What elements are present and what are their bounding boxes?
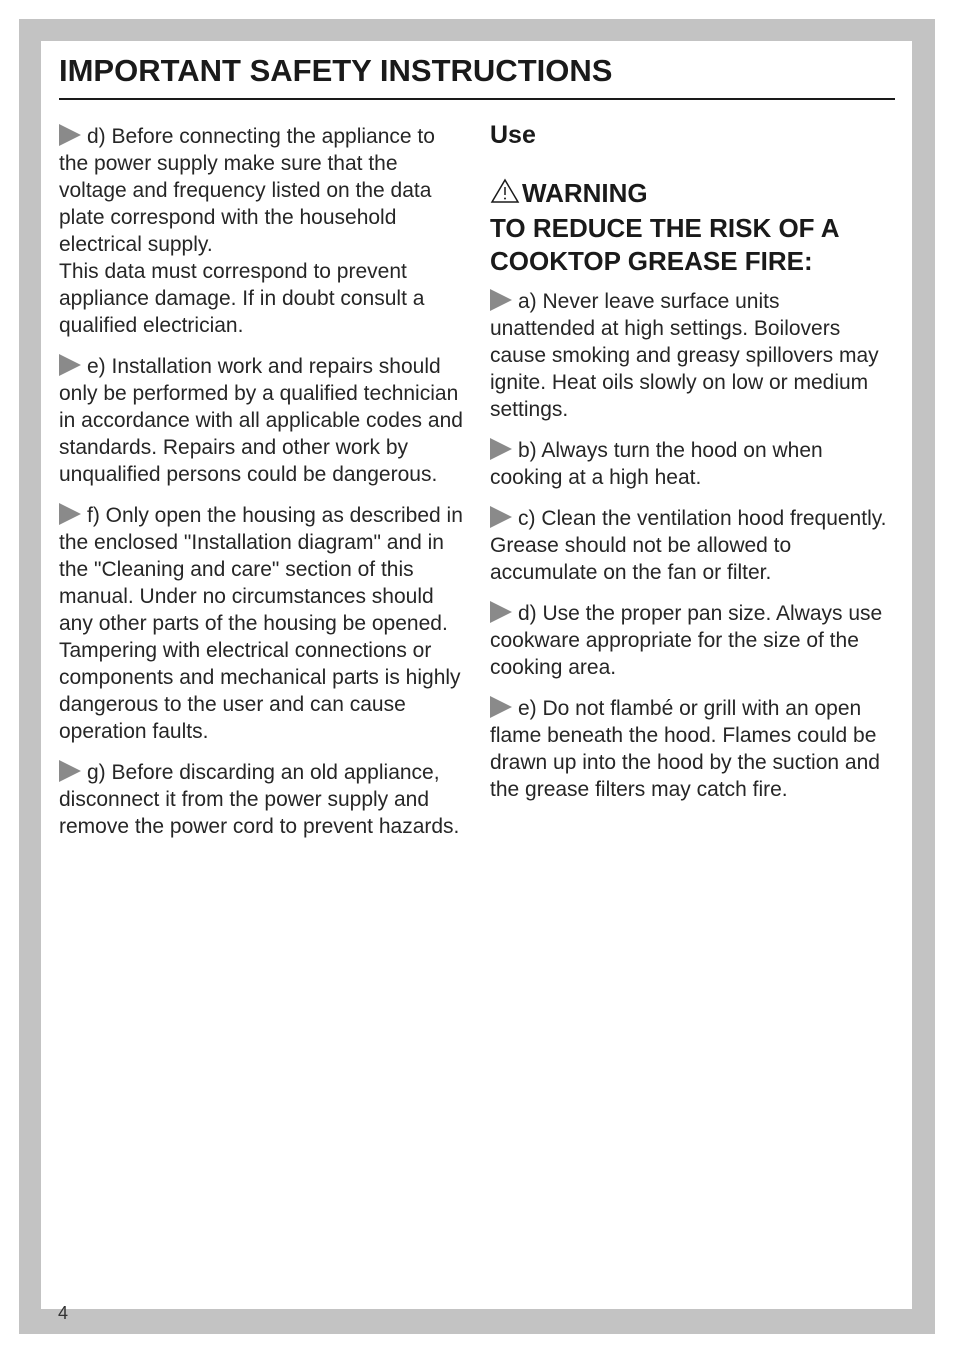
bullet-arrow-icon [59, 503, 81, 525]
bullet-arrow-icon [59, 124, 81, 146]
use-text: a) Never leave surface units unattended at high settings. Boilovers cause smoking and greasy spillovers may ignite. Heat oils slowly on low or medium settings. [490, 290, 879, 421]
instruction-item-f [59, 502, 469, 745]
left-column [59, 123, 469, 854]
bullet-arrow-icon [490, 601, 512, 623]
warning-heading [490, 177, 890, 278]
instruction-text: f) Only open the housing as described in the enclosed "Installation diagram" and in the "Cleaning and care" section of this manual. Under no circumstances should any other parts of the housing be opened. Tampering with electrical connections or components and mechanical parts is highly dangerous to the user and can cause operation faults. [59, 504, 463, 743]
instruction-item-e [59, 353, 469, 488]
bullet-arrow-icon [490, 289, 512, 311]
use-item-b [490, 437, 890, 491]
use-item-d [490, 600, 890, 681]
instruction-text: d) Before connecting the appliance to the power supply make sure that the voltage and frequency listed on the data plate correspond with the household electrical supply. [59, 125, 435, 256]
use-text: e) Do not flambé or grill with an open flame beneath the hood. Flames could be drawn up into the hood by the suction and the grease filters may catch fire. [490, 697, 880, 801]
instruction-text: e) Installation work and repairs should only be performed by a qualified technician in accordance with all applicable codes and standards. Repairs and other work by unqualified persons could be dangerous. [59, 355, 463, 486]
use-item-a [490, 288, 890, 423]
page-title: IMPORTANT SAFETY INSTRUCTIONS [59, 53, 613, 88]
instruction-item-d [59, 123, 469, 339]
use-text: b) Always turn the hood on when cooking at a high heat. [490, 439, 823, 489]
instruction-text: g) Before discarding an old appliance, disconnect it from the power supply and remove the power cord to prevent hazards. [59, 761, 460, 838]
bullet-arrow-icon [59, 760, 81, 782]
bullet-arrow-icon [490, 696, 512, 718]
section-heading-use: Use [490, 121, 536, 149]
use-item-c [490, 505, 890, 586]
instruction-continuation: This data must correspond to prevent appliance damage. If in doubt consult a qualified electrician. [59, 260, 425, 337]
bullet-arrow-icon [490, 506, 512, 528]
use-text: d) Use the proper pan size. Always use cookware appropriate for the size of the cooking area. [490, 602, 883, 679]
warning-line-2: TO REDUCE THE RISK OF A [490, 213, 840, 243]
warning-label: WARNING [522, 178, 648, 208]
warning-triangle-icon [490, 178, 520, 212]
page-number: 4 [58, 1303, 69, 1323]
use-text: c) Clean the ventilation hood frequently. Grease should not be allowed to accumulate on the fan or filter. [490, 507, 887, 584]
right-column [490, 123, 890, 817]
instruction-item-g [59, 759, 469, 840]
bullet-arrow-icon [59, 354, 81, 376]
title-rule [59, 98, 895, 100]
bullet-arrow-icon [490, 438, 512, 460]
use-item-e [490, 695, 890, 803]
warning-line-3: COOKTOP GREASE FIRE: [490, 246, 813, 276]
